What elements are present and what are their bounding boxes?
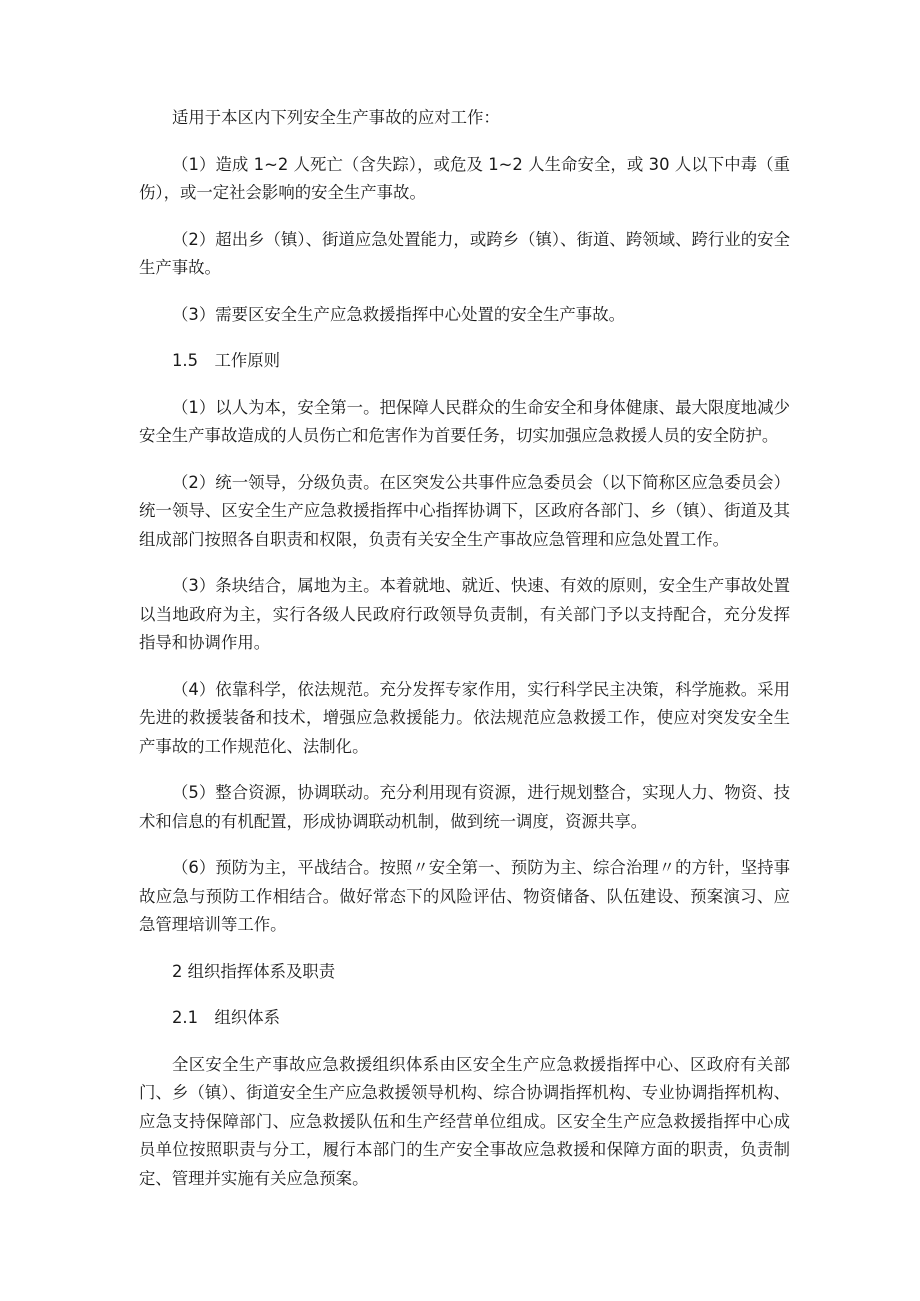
principle-6: （6）预防为主，平战结合。按照〃安全第一、预防为主、综合治理〃的方针，坚持事故应急与预防工作相结合。做好常态下的风险评估、物资储备、队伍建设、预案演习、应急管理培训等工作。 (139, 858, 790, 934)
section-heading-1-5: 1.5 工作原则 (172, 351, 281, 370)
principle-1: （1）以人为本，安全第一。把保障人民群众的生命安全和身体健康、最大限度地减少安全生产事故造成的人员伤亡和危害作为首要任务，切实加强应急救援人员的安全防护。 (139, 397, 790, 445)
principle-5: （5）整合资源，协调联动。充分利用现有资源，进行规划整合，实现人力、物资、技术和信息的有机配置，形成协调联动机制，做到统一调度，资源共享。 (139, 783, 790, 831)
section-heading-2-1: 2.1 组织体系 (172, 1008, 281, 1027)
scope-item-2: （2）超出乡（镇）、街道应急处置能力，或跨乡（镇）、街道、跨领域、跨行业的安全生产事故。 (139, 229, 790, 277)
document-body (139, 104, 790, 1211)
organization-paragraph: 全区安全生产事故应急救援组织体系由区安全生产应急救援指挥中心、区政府有关部门、乡（镇）、街道安全生产应急救援领导机构、综合协调指挥机构、专业协调指挥机构、应急支持保障部门、应急救援队伍和生产经营单位组成。区安全生产应急救援指挥中心成员单位按照职责与分工，履行本部门的生产安全事故应急救援和保障方面的职责，负责制定、管理并实施有关应急预案。 (139, 1054, 790, 1188)
intro-paragraph: 适用于本区内下列安全生产事故的应对工作： (172, 108, 500, 127)
principle-3: （3）条块结合，属地为主。本着就地、就近、快速、有效的原则，安全生产事故处置以当地政府为主，实行各级人民政府行政领导负责制，有关部门予以支持配合，充分发挥指导和协调作用。 (139, 576, 790, 652)
principle-4: （4）依靠科学，依法规范。充分发挥专家作用，实行科学民主决策，科学施救。采用先进的救援装备和技术，增强应急救援能力。依法规范应急救援工作，使应对突发安全生产事故的工作规范化、法制化。 (139, 679, 790, 756)
section-heading-2: 2 组织指挥体系及职责 (172, 961, 336, 981)
scope-item-1: （1）造成 1~2 人死亡（含失踪），或危及 1~2 人生命安全，或 30 人以下中毒（重伤），或一定社会影响的安全生产事故。 (139, 154, 790, 202)
principle-2: （2）统一领导，分级负责。在区突发公共事件应急委员会（以下简称区应急委员会）统一领导、区安全生产应急救援指挥中心指挥协调下，区政府各部门、乡（镇）、街道及其组成部门按照各自职责和权限，负责有关安全生产事故应急管理和应急处置工作。 (139, 472, 790, 549)
scope-item-3: （3）需要区安全生产应急救援指挥中心处置的安全生产事故。 (172, 304, 625, 324)
